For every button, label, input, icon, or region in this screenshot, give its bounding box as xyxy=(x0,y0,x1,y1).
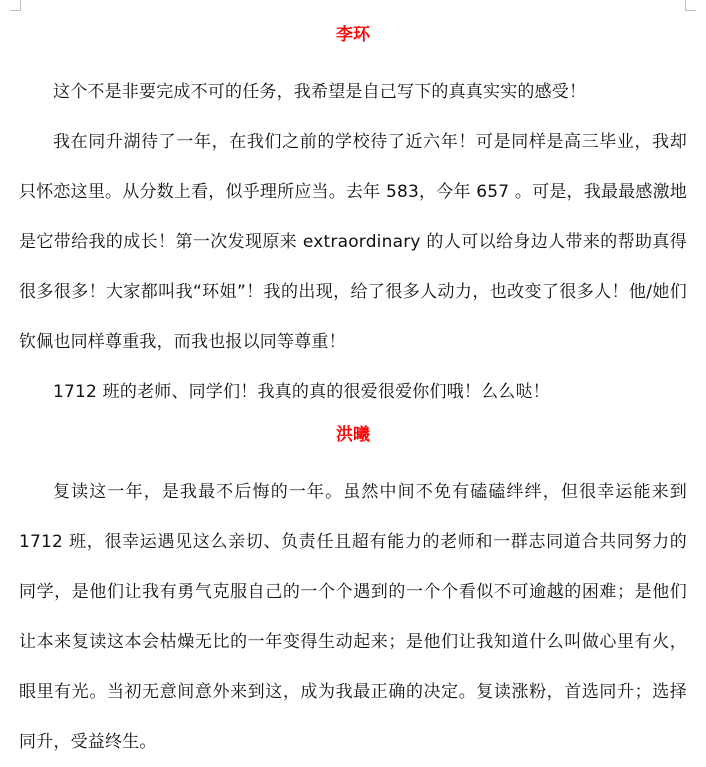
paragraph: 这个不是非要完成不可的任务，我希望是自己写下的真真实实的感受！ xyxy=(53,82,587,102)
section-author-name: 洪曦 xyxy=(336,425,370,445)
paragraph: 复读这一年，是我最不后悔的一年。虽然中间不免有磕磕绊绊，但很幸运能来到 1712 班，很幸运遇见这么亲切、负责任且超有能力的老师和一群志同道合共同努力的同学，是他们让我有勇气克服自己的一个个遇到的一个个看似不可逾越的困难；是他们让本来复读这本会枯燥无比的一年变得生动起来；是他们让我知道什么叫做心里有火，眼里有光。当初无意间意外来到这，成为我最正确的决定。复读涨粉，首选同升；选择同升，受益终生。 xyxy=(19,482,687,752)
section-li-huan xyxy=(19,17,687,417)
paragraph: 1712 班的老师、同学们！我真的真的很爱很爱你们哦！么么哒！ xyxy=(53,382,550,402)
page-corner-mark-left xyxy=(10,0,21,11)
section-author-name: 李环 xyxy=(336,25,370,45)
section-hong-xi xyxy=(19,417,687,767)
paragraph: 我在同升湖待了一年，在我们之前的学校待了近六年！可是同样是高三毕业，我却只怀恋这里。从分数上看，似乎理所应当。去年 583，今年 657 。可是，我最最感激地是它带给我的成长！第一次发现原来 extraordinary 的人可以给身边人带来的帮助真得很多很多！大家都叫我“环姐”！我的出现，给了很多人动力，也改变了很多人！他/她们钦佩也同样尊重我，而我也报以同等尊重！ xyxy=(19,132,687,352)
page-corner-mark-right xyxy=(685,0,696,11)
document-body xyxy=(19,17,687,767)
